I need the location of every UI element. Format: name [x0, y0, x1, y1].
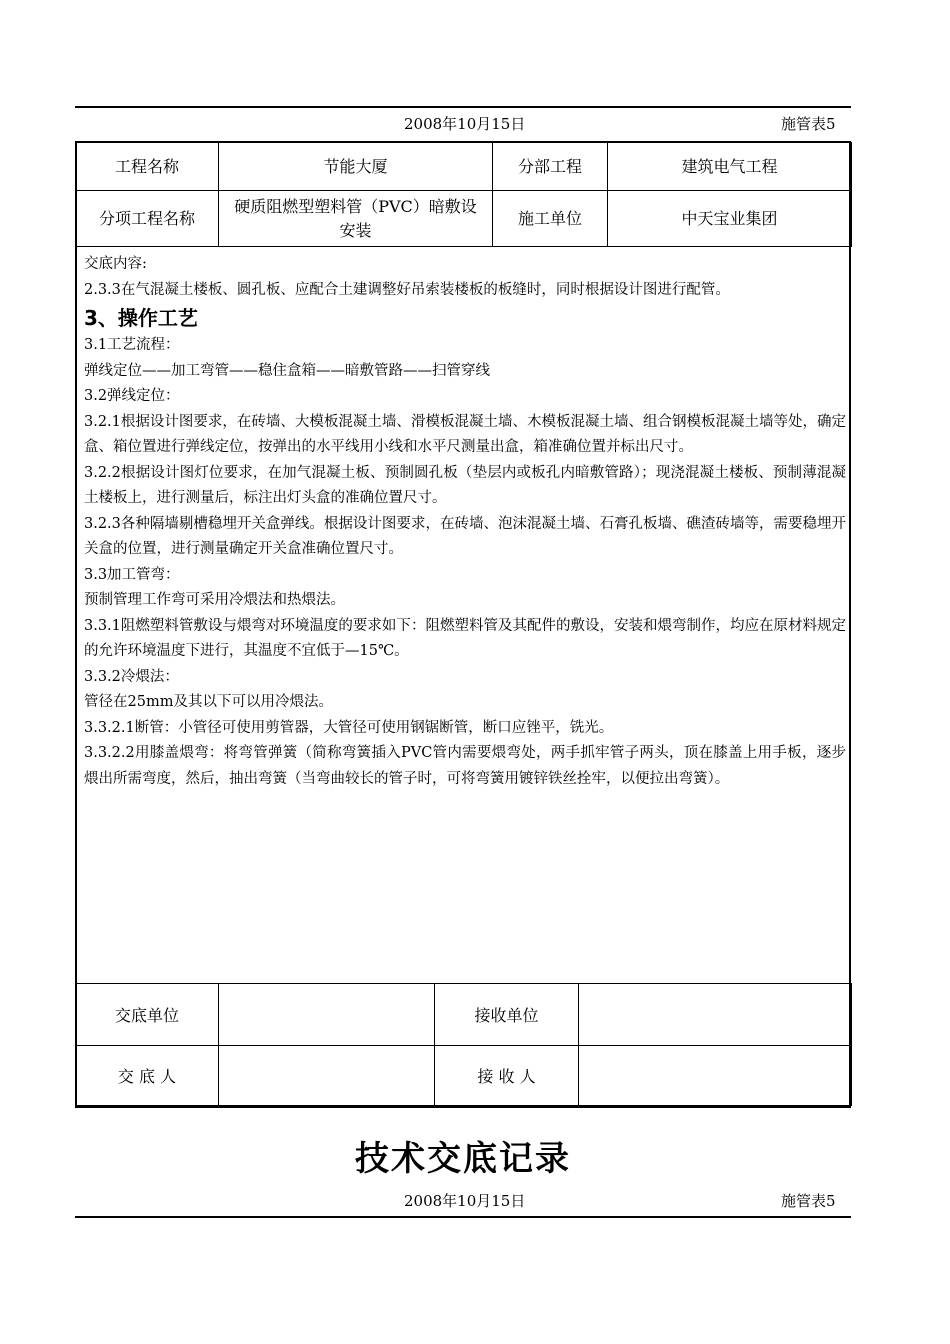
paragraph-3-3-2-intro: 管径在25mm及其以下可以用冷煨法。: [84, 694, 333, 710]
page-title: 技术交底记录: [355, 1139, 571, 1179]
disclosure-content: [84, 252, 846, 792]
division-value: 建筑电气工程: [608, 143, 852, 191]
info-table: [75, 142, 852, 247]
paragraph-3-2-3: 3.2.3各种隔墙剔槽稳埋开关盒弹线。根据设计图要求，在砖墙、泡沫混凝土墙、石膏孔板墙、礁渣砖墙等，需要稳埋开关盒的位置，进行测量确定开关盒准确位置尺寸。: [84, 515, 846, 557]
process-flow: 弹线定位——加工弯管——稳住盒箱——暗敷管路——扫管穿线: [84, 362, 490, 379]
bottom-rule: [75, 1216, 851, 1218]
division-label: 分部工程: [493, 143, 608, 191]
paragraph-3-2: 3.2弹线定位：: [84, 388, 180, 404]
paragraph-3-2-2: 3.2.2根据设计图灯位要求，在加气混凝土板、预制圆孔板（垫层内或板孔内暗敷管路）；现浇混凝土楼板、预制薄混凝土楼板上，进行测量后，标注出灯头盒的准确位置尺寸。: [84, 464, 846, 506]
paragraph-3-3-intro: 预制管理工作弯可采用冷煨法和热煨法。: [84, 592, 345, 608]
footer-date: 2008年10月15日: [404, 1192, 526, 1210]
project-name-value: 节能大厦: [219, 143, 493, 191]
footer-form-number: 施管表5: [781, 1192, 836, 1210]
issuer-label: 交 底 人: [76, 1046, 219, 1106]
signature-table: [75, 983, 852, 1106]
receiver-unit-field[interactable]: [579, 984, 852, 1046]
paragraph-3-3-2-1: 3.3.2.1断管：小管径可使用剪管器，大管径可使用钢锯断管，断口应锉平，铣光。: [84, 719, 614, 736]
contractor-label: 施工单位: [493, 191, 608, 247]
paragraph-3-3-1: 3.3.1阻燃塑料管敷设与煨弯对环境温度的要求如下：阻燃塑料管及其配件的敷设，安装和煨弯制作，均应在原材料规定的允许环境温度下进行，其温度不宜低于—15℃。: [84, 617, 846, 659]
header-form-number: 施管表5: [781, 115, 836, 133]
issuer-field[interactable]: [219, 1046, 435, 1106]
paragraph-3-3-2: 3.3.2冷煨法：: [84, 668, 179, 685]
project-name-label: 工程名称: [76, 143, 219, 191]
receiver-field[interactable]: [579, 1046, 852, 1106]
subitem-value: 硬质阻燃型塑料管（PVC）暗敷设安装: [219, 191, 493, 247]
content-intro: 交底内容:: [84, 256, 147, 272]
paragraph-2-3-3: 2.3.3在气混凝土楼板、圆孔板、应配合土建调整好吊索装楼板的板缝时，同时根据设计图进行配管。: [84, 281, 730, 298]
contractor-value: 中天宝业集团: [608, 191, 852, 247]
header-date: 2008年10月15日: [404, 115, 526, 133]
section-heading-3: 3、操作工艺: [84, 306, 198, 330]
top-rule: [75, 106, 851, 108]
paragraph-3-3: 3.3加工管弯：: [84, 566, 180, 583]
issuer-unit-field[interactable]: [219, 984, 435, 1046]
paragraph-3-3-2-2: 3.3.2.2用膝盖煨弯：将弯管弹簧（简称弯簧插入PVC管内需要煨弯处，两手抓牢管子两头，顶在膝盖上用手板，逐步煨出所需弯度，然后，抽出弯簧（当弯曲较长的管子时，可将弯簧用镀锌铁丝拴牢，以便拉出弯簧）。: [84, 745, 846, 787]
paragraph-3-1: 3.1工艺流程：: [84, 337, 180, 353]
receiver-unit-label: 接收单位: [435, 984, 579, 1046]
receiver-label: 接 收 人: [435, 1046, 579, 1106]
paragraph-3-2-1: 3.2.1根据设计图要求，在砖墙、大模板混凝土墙、滑模板混凝土墙、木模板混凝土墙、组合钢模板混凝土墙等处，确定盒、箱位置进行弹线定位，按弹出的水平线用小线和水平尺测量出盒，箱准确位置并标出尺寸。: [84, 413, 846, 455]
issuer-unit-label: 交底单位: [76, 984, 219, 1046]
subitem-label: 分项工程名称: [76, 191, 219, 247]
